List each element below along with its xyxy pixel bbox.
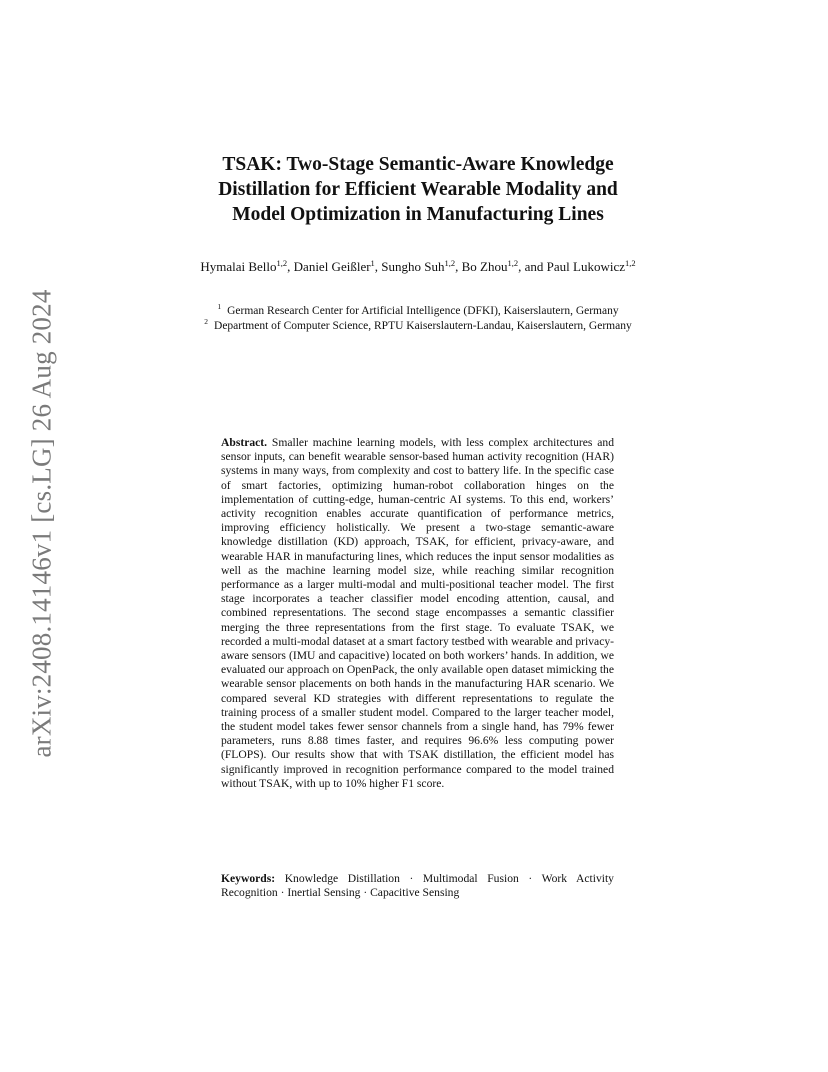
author-affiliation-mark: 1,2: [507, 258, 519, 268]
author-affiliation-mark: 1: [370, 258, 375, 268]
affiliation-list: [186, 304, 650, 333]
title-line: Distillation for Efficient Wearable Modality and: [218, 179, 618, 200]
keywords-text: Knowledge Distillation · Multimodal Fusion · Work Activity Recognition · Inertial Sensing · Capacitive Sensing: [221, 872, 614, 900]
arxiv-identifier: [22, 283, 62, 763]
keywords: [221, 872, 614, 900]
author-separator: , and: [518, 259, 547, 274]
affiliation-mark: 2: [204, 316, 209, 326]
affiliation-item: [186, 304, 650, 319]
author-name: Sungho Suh: [381, 259, 445, 274]
paper-title: [150, 152, 686, 227]
abstract: [221, 436, 614, 791]
abstract-label: Abstract.: [221, 436, 268, 449]
author-separator: ,: [455, 259, 462, 274]
author-affiliation-mark: 1,2: [444, 258, 456, 268]
abstract-text: Smaller machine learning models, with less complex architectures and sensor inputs, can benefit wearable sensor-based human activity recognition (HAR) systems in many ways, from complexity and cost to battery life. In the specific case of smart factories, optimizing human-robot collaboration hinges on the implementation of cutting-edge, human-centric AI systems. To this end, workers’ activity recognition enables accurate quantification of performance metrics, improving efficiency holistically. We present a two-stage semantic-aware knowledge distillation (KD) approach, TSAK, for efficient, privacy-aware, and wearable HAR in manufacturing lines, which reduces the input sensor modalities as well as the machine learning model size, while reaching similar recognition performance as a larger multi-modal and multi-positional teacher model. The first stage incorporates a teacher classifier model encoding attention, causal, and combined representations. The second stage encompasses a semantic classifier merging the three representations from the first stage. To evaluate TSAK, we recorded a multi-modal dataset at a smart factory testbed with wearable and privacy-aware sensors (IMU and capacitive) located on both workers’ hands. In addition, we evaluated our approach on OpenPack, the only available open dataset mimicking the wearable sensor placements on both hands in the manufacturing HAR scenario. We compared several KD strategies with different representations to regulate the training process of a smaller student model. Compared to the larger teacher model, the student model takes fewer sensor channels from a single hand, has 79% fewer parameters, runs 8.88 times faster, and requires 96.6% less computing power (FLOPS). Our results show that with TSAK distillation, the efficient model has significantly improved in recognition performance compared to the model trained without TSAK, with up to 10% higher F1 score.: [221, 436, 614, 790]
author-name: Bo Zhou: [461, 259, 508, 274]
author-affiliation-mark: 1,2: [276, 258, 288, 268]
title-line: Model Optimization in Manufacturing Lines: [232, 204, 604, 225]
keywords-label: Keywords:: [221, 872, 276, 885]
author-separator: ,: [374, 259, 382, 274]
author-affiliation-mark: 1,2: [625, 258, 636, 268]
affiliation-item: [186, 316, 650, 334]
affiliation-mark: 1: [217, 302, 222, 311]
title-line: TSAK: Two-Stage Semantic-Aware Knowledge: [222, 154, 614, 175]
author-list: [190, 258, 646, 275]
affiliation-text: Department of Computer Science, RPTU Kaiserslautern-Landau, Kaiserslautern, Germany: [214, 319, 632, 332]
affiliation-text: German Research Center for Artificial Intelligence (DFKI), Kaiserslautern, Germany: [227, 305, 619, 317]
author-name: Hymalai Bello: [200, 259, 277, 274]
author-name: Daniel Geißler: [293, 259, 371, 274]
arxiv-identifier-text: arXiv:2408.14146v1 [cs.LG] 26 Aug 2024: [26, 288, 57, 758]
author-separator: ,: [287, 259, 294, 274]
author-name: Paul Lukowicz: [546, 259, 626, 274]
